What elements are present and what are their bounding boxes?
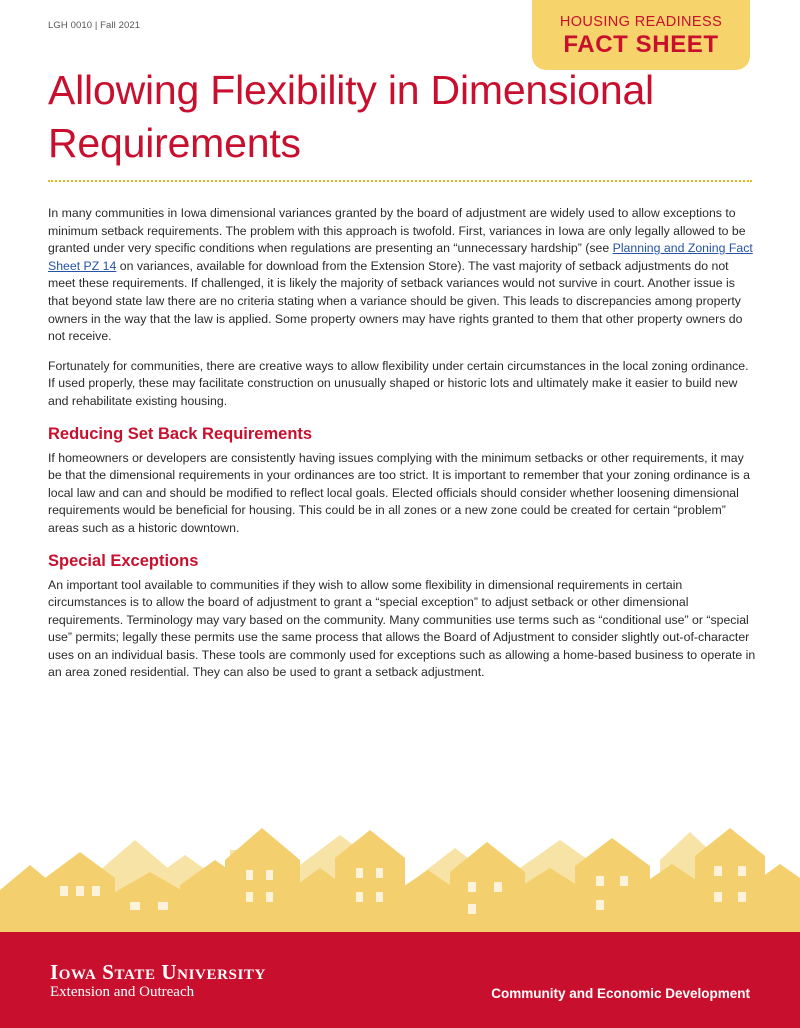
setback-heading: Reducing Set Back Requirements [48, 424, 313, 443]
title-divider [48, 180, 752, 182]
intro-paragraph [48, 205, 756, 346]
badge-type-label: FACT SHEET [563, 31, 719, 58]
publication-code: LGH 0010 | Fall 2021 [48, 20, 141, 31]
page-title: Allowing Flexibility in Dimensional Requirements [48, 67, 654, 166]
pz14-fact-sheet-link[interactable]: Planning and Zoning Fact Sheet PZ 14 [48, 241, 753, 273]
flexibility-paragraph: Fortunately for communities, there are creative ways to allow flexibility under certain circumstances in the local zoning ordinance. If used properly, these may facilitate construction on unusually shaped or historic lots and ultimately make it easier to build new and rehabilitate existing housing. [48, 358, 749, 408]
special-exceptions-heading: Special Exceptions [48, 551, 199, 570]
article-body [48, 205, 756, 694]
houses-skyline-illustration [0, 820, 800, 932]
isu-subtitle: Extension and Outreach [50, 984, 195, 1000]
fact-sheet-badge [532, 0, 750, 70]
isu-wordmark: Iowa State University [50, 960, 266, 984]
intro-text-start: In many communities in Iowa dimensional variances granted by the board of adjustment are widely used to allow exceptions to minimum setback requirements. The problem with this approach is twofold. First, variances in Iowa are only legally allowed to be granted under very specific conditions when regulations are presenting an “unnecessary hardship” (see [48, 206, 746, 256]
special-exceptions-paragraph: An important tool available to communities if they wish to allow some flexibility in dimensional requirements in certain circumstances is to allow the board of adjustment to grant a “special exception” to adjust setback or other dimensional requirements. Terminology may vary based on the community. Many communities use terms such as “conditional use” or “special use” permits; legally these permits use the same process that allows the Board of Adjustment to consider slightly out-of-character uses on an individual basis. These tools are commonly used for exceptions such as allowing a home-based business to operate in an area zoned residential. They can also be used to grant a setback adjustment. [48, 577, 756, 680]
department-label: Community and Economic Development [491, 986, 750, 1001]
setback-paragraph: If homeowners or developers are consistently having issues complying with the minimum setbacks or other requirements, it may be that the dimensional requirements in your ordinances are too strict. It is important to remember that your zoning ordinance is a local law and can and should be modified to reflect local goals. Elected officials should consider whether loosening dimensional requirements would be beneficial for housing. This could be in all zones or a new zone could be created for certain “problem” areas such as a historic downtown. [48, 450, 750, 535]
footer-bar [0, 932, 800, 1028]
badge-series-label: HOUSING READINESS [559, 14, 723, 30]
intro-text-end: on variances, available for download from the Extension Store). The vast majority of setback adjustments do not meet these requirements. If challenged, it is likely the majority of setback variances would not survive in court. Another issue is that beyond state law there are no criteria stating when a variance should be given. This leads to discrepancies among property owners in the way that the law is applied. Some property owners may have rights granted to them that other property owners do not receive. [48, 258, 743, 344]
